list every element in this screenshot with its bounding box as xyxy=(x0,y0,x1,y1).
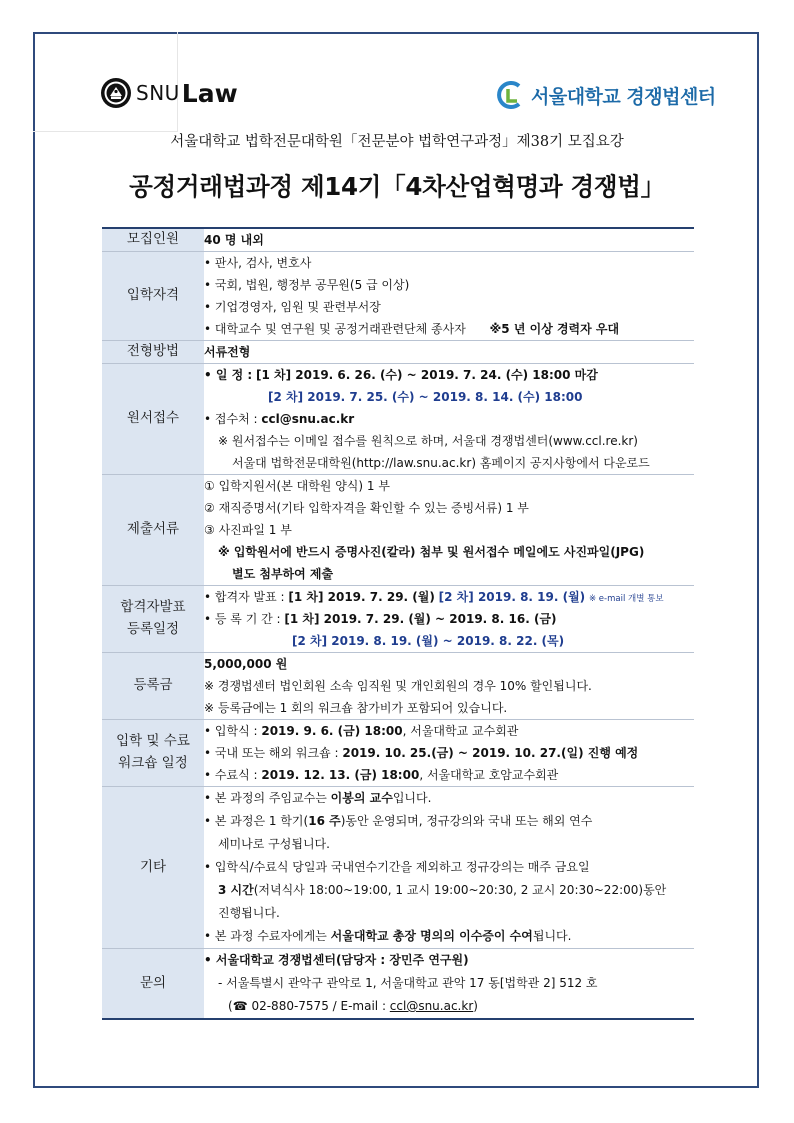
row-qualification xyxy=(102,252,694,341)
content-contact xyxy=(204,949,694,1020)
application-period-second: [2 차] 2019. 7. 25. (수) ~ 2019. 8. 14. (수) 18:00 xyxy=(268,390,583,404)
documents-note-2: 별도 첨부하여 제출 xyxy=(232,567,334,581)
schedule-workshop xyxy=(204,742,694,764)
schedule-grad-place: , 서울대학교 호암교수회관 xyxy=(419,768,559,782)
etc-line-4: • 입학식/수료식 당일과 국내연수기간을 제외하고 정규강의는 매주 금요일 xyxy=(204,860,590,874)
schedule-grad-prefix: • 수료식 : xyxy=(204,768,258,782)
schedule-entry-date: 2019. 9. 6. (금) 18:00 xyxy=(261,724,403,738)
label-fee: 등록금 xyxy=(102,653,204,720)
content-selection xyxy=(204,341,694,364)
fee-note-2: ※ 등록금에는 1 회의 워크숍 참가비가 포함되어 있습니다. xyxy=(204,701,508,715)
etc-line-3: 세미나로 구성됩니다. xyxy=(218,837,330,851)
document-item: ① 입학지원서(본 대학원 양식) 1 부 xyxy=(204,479,390,493)
recruitment-table xyxy=(102,227,694,1020)
law-logo-text: Law xyxy=(181,78,238,108)
etc-text: 입니다. xyxy=(392,791,432,805)
etc-text: • 본 과정의 주임교수는 xyxy=(204,791,331,805)
row-fee xyxy=(102,653,694,720)
label-schedule-1: 입학 및 수료 xyxy=(116,733,190,750)
etc-text: • 본 과정 수료자에게는 xyxy=(204,929,331,943)
etc-hours: 3 시간 xyxy=(218,883,254,897)
contact-email-link[interactable]: ccl@snu.ac.kr xyxy=(389,999,474,1013)
etc-line-2 xyxy=(204,810,694,833)
announce-reg-prefix: • 등 록 기 간 : xyxy=(204,612,281,626)
label-schedule xyxy=(102,720,204,787)
label-announce-2: 등록일정 xyxy=(126,621,180,637)
document-item: ③ 사진파일 1 부 xyxy=(204,523,292,537)
etc-certificate: 서울대학교 총장 명의의 이수증이 수여 xyxy=(330,929,533,943)
ccl-logo-text: 서울대학교 경쟁법센터 xyxy=(531,85,716,108)
content-application xyxy=(204,364,694,475)
etc-text: 됩니다. xyxy=(532,929,572,943)
schedule-workshop-prefix: • 국내 또는 해외 워크숍 : xyxy=(204,746,339,760)
content-qualification xyxy=(204,252,694,341)
label-etc: 기타 xyxy=(102,787,204,949)
label-qualification: 입학자격 xyxy=(102,252,204,341)
announce-pass xyxy=(204,586,694,608)
content-schedule xyxy=(204,720,694,787)
snu-seal-icon xyxy=(100,77,132,109)
phone-icon: ☎ xyxy=(232,999,248,1013)
announce-reg xyxy=(204,608,694,630)
application-period-prefix: • 일 정 : xyxy=(204,368,253,382)
application-destination xyxy=(204,408,694,430)
etc-line-7 xyxy=(204,925,694,948)
fee-amount: 5,000,000 원 xyxy=(204,657,288,671)
announce-reg-first: [1 차] 2019. 7. 29. (월) ~ 2019. 8. 16. (금) xyxy=(284,612,557,626)
qualification-item: • 국회, 법원, 행정부 공무원(5 급 이상) xyxy=(204,278,410,292)
etc-professor: 이봉의 교수 xyxy=(330,791,393,805)
row-announce xyxy=(102,586,694,653)
announce-pass-prefix: • 합격자 발표 : xyxy=(204,590,285,604)
schedule-entry-prefix: • 입학식 : xyxy=(204,724,258,738)
recruit-value: 40 명 내외 xyxy=(204,233,264,247)
announce-pass-note: ※ e-mail 개별 통보 xyxy=(588,594,664,604)
qualification-item-with-note xyxy=(204,318,694,340)
application-period-1 xyxy=(204,364,694,386)
schedule-graduation xyxy=(204,764,694,786)
schedule-grad-date: 2019. 12. 13. (금) 18:00 xyxy=(261,768,420,782)
announce-pass-first: [1 차] 2019. 7. 29. (월) xyxy=(288,590,435,604)
application-dest-prefix: • 접수처 : xyxy=(204,412,258,426)
row-recruit xyxy=(102,228,694,252)
ccl-logo xyxy=(497,80,716,110)
snu-law-logo xyxy=(100,76,238,110)
contact-address: - 서울특별시 관악구 관악로 1, 서울대학교 관악 17 동[법학관 2] 512 호 xyxy=(218,976,598,990)
qualification-item: • 대학교수 및 연구원 및 공정거래관련단체 종사자 xyxy=(204,322,466,336)
etc-text: )동안 운영되며, 정규강의와 국내 또는 해외 연수 xyxy=(340,814,593,828)
contact-phone: 02-880-7575 / E-mail : xyxy=(247,999,390,1013)
content-announce xyxy=(204,586,694,653)
row-contact xyxy=(102,949,694,1020)
documents-note-1: ※ 입학원서에 반드시 증명사진(칼라) 첨부 및 원서접수 메일에도 사진파일(JPG) xyxy=(218,545,645,559)
content-documents xyxy=(204,475,694,586)
application-dest-email[interactable]: ccl@snu.ac.kr xyxy=(261,412,355,426)
content-recruit xyxy=(204,228,694,252)
qualification-item: • 판사, 검사, 변호사 xyxy=(204,256,312,270)
row-etc xyxy=(102,787,694,949)
label-recruit: 모집인원 xyxy=(102,228,204,252)
etc-weeks: 16 주 xyxy=(308,814,341,828)
content-fee xyxy=(204,653,694,720)
etc-line-1 xyxy=(204,787,694,810)
etc-text: (저녁식사 18:00~19:00, 1 교시 19:00~20:30, 2 교시 20:30~22:00)동안 xyxy=(253,883,667,897)
label-announce-1: 합격자발표 xyxy=(120,599,186,616)
row-documents xyxy=(102,475,694,586)
snu-logo-text: SNU xyxy=(136,81,180,105)
application-note-1: ※ 원서접수는 이메일 접수를 원칙으로 하며, 서울대 경쟁법센터(www.ccl.re.kr) xyxy=(218,434,638,448)
schedule-entry xyxy=(204,720,694,742)
row-schedule xyxy=(102,720,694,787)
schedule-workshop-date: 2019. 10. 25.(금) ~ 2019. 10. 27.(일) 진행 예정 xyxy=(342,746,639,760)
document-title: 공정거래법과정 제14기「4차산업혁명과 경쟁법」 xyxy=(129,172,665,201)
contact-org: • 서울대학교 경쟁법센터(담당자 : 장민주 연구원) xyxy=(204,953,469,967)
label-documents: 제출서류 xyxy=(102,475,204,586)
contact-phone-line xyxy=(204,995,694,1018)
application-period-first: [1 차] 2019. 6. 26. (수) ~ 2019. 7. 24. (수) 18:00 마감 xyxy=(256,368,598,382)
document-item: ② 재직증명서(기타 입학자격을 확인할 수 있는 증빙서류) 1 부 xyxy=(204,501,529,515)
content-etc xyxy=(204,787,694,949)
etc-line-6: 진행됩니다. xyxy=(218,906,280,920)
label-announce xyxy=(102,586,204,653)
announce-pass-second: [2 차] 2019. 8. 19. (월) xyxy=(438,590,586,604)
selection-value: 서류전형 xyxy=(204,345,251,359)
announce-reg-second: [2 차] 2019. 8. 19. (월) ~ 2019. 8. 22. (목) xyxy=(292,634,565,648)
label-application: 원서접수 xyxy=(102,364,204,475)
document-subtitle: 서울대학교 법학전문대학원「전문분야 법학연구과정」제38기 모집요강 xyxy=(170,134,624,150)
qualification-item: • 기업경영자, 임원 및 관련부서장 xyxy=(204,300,381,314)
row-application xyxy=(102,364,694,475)
etc-line-5 xyxy=(204,879,694,902)
schedule-entry-place: , 서울대학교 교수회관 xyxy=(402,724,519,738)
label-selection: 전형방법 xyxy=(102,341,204,364)
fee-note-1: ※ 경쟁법센터 법인회원 소속 임직원 및 개인회원의 경우 10% 할인됩니다. xyxy=(204,679,592,693)
label-schedule-2: 워크숍 일정 xyxy=(118,755,188,771)
row-selection xyxy=(102,341,694,364)
label-contact: 문의 xyxy=(102,949,204,1020)
contact-paren: ( xyxy=(228,999,233,1013)
contact-paren: ) xyxy=(473,999,478,1013)
qualification-note: ※5 년 이상 경력자 우대 xyxy=(489,322,620,336)
ccl-logo-icon xyxy=(497,81,525,109)
application-note-2: 서울대 법학전문대학원(http://law.snu.ac.kr) 홈페이지 공지사항에서 다운로드 xyxy=(232,456,650,470)
etc-text: • 본 과정은 1 학기( xyxy=(204,814,309,828)
